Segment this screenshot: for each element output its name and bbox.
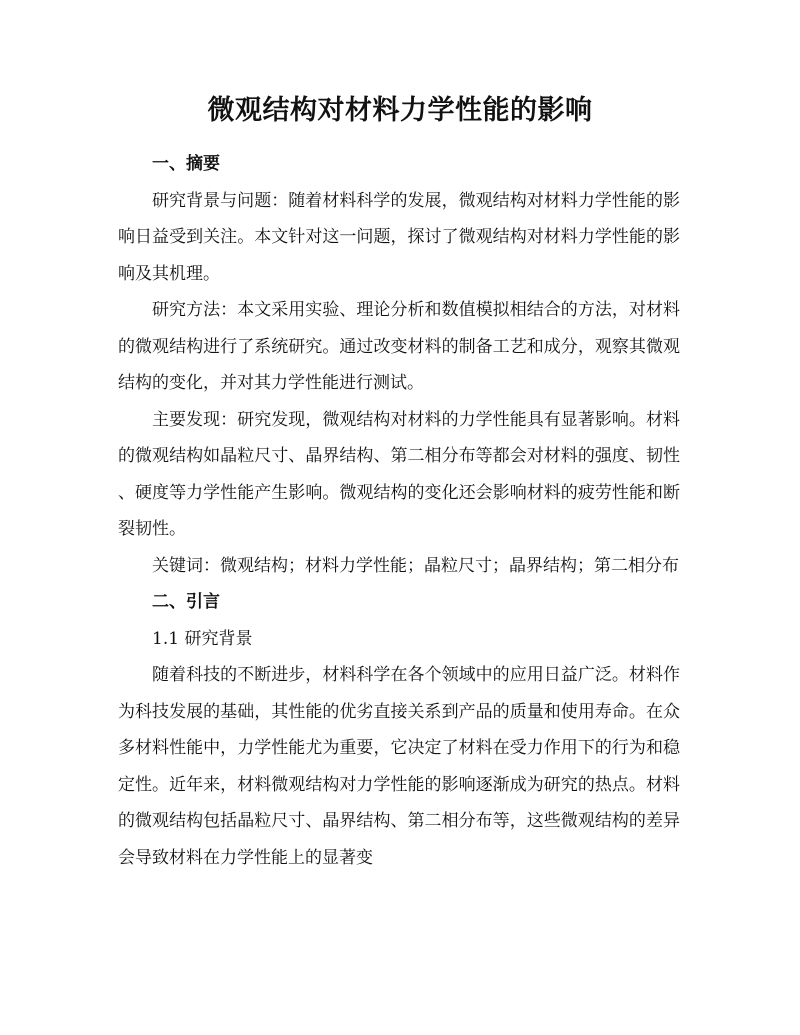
- abstract-method-paragraph: 研究方法：本文采用实验、理论分析和数值模拟相结合的方法，对材料的微观结构进行了系统研究。通过改变材料的制备工艺和成分，观察其微观结构的变化，并对其力学性能进行测试。: [118, 300, 680, 393]
- introduction-background-paragraph: 随着科技的不断进步，材料科学在各个领域中的应用日益广泛。材料作为科技发展的基础，其性能的优劣直接关系到产品的质量和使用寿命。在众多材料性能中，力学性能尤为重要，它决定了材料在受力作用下的行为和稳定性。近年来，材料微观结构对力学性能的影响逐渐成为研究的热点。材料的微观结构包括晶粒尺寸、晶界结构、第二相分布等，这些微观结构的差异会导致材料在力学性能上的显著变: [118, 665, 680, 868]
- document-body: [118, 146, 680, 876]
- section-heading-abstract: 一、摘要: [152, 154, 220, 174]
- subsection-heading-background: 1.1 研究背景: [152, 628, 253, 649]
- keywords-paragraph: 关键词：微观结构；材料力学性能；晶粒尺寸；晶界结构；第二相分布: [152, 555, 679, 576]
- document-title: 微观结构对材料力学性能的影响: [207, 95, 593, 126]
- section-introduction: [118, 584, 680, 876]
- section-abstract: [118, 146, 680, 584]
- abstract-background-paragraph: 研究背景与问题：随着材料科学的发展，微观结构对材料力学性能的影响日益受到关注。本文针对这一问题，探讨了微观结构对材料力学性能的影响及其机理。: [118, 190, 680, 284]
- section-heading-introduction: 二、引言: [152, 592, 220, 612]
- abstract-findings-paragraph: 主要发现：研究发现，微观结构对材料的力学性能具有显著影响。材料的微观结构如晶粒尺寸、晶界结构、第二相分布等都会对材料的强度、韧性、硬度等力学性能产生影响。微观结构的变化还会影响材料的疲劳性能和断裂韧性。: [118, 409, 680, 539]
